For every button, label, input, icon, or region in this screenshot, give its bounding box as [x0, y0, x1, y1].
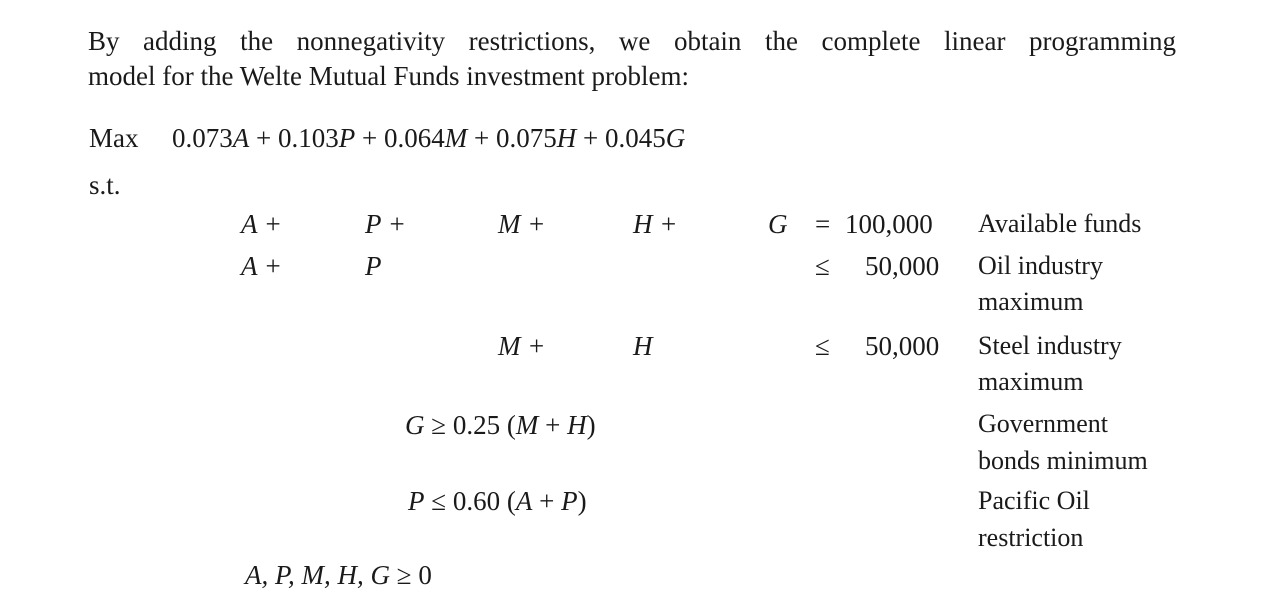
c3-relation: ≤	[815, 331, 830, 361]
c1-term-h: H +	[633, 209, 678, 239]
c4-label-line-1: Government	[978, 409, 1108, 438]
intro-line-1: By adding the nonnegativity restrictions, we obtain the complete linear programming	[88, 26, 1176, 56]
c2-label-line-2: maximum	[978, 287, 1084, 316]
objective-keyword: Max	[89, 123, 139, 153]
c4-label-line-2: bonds minimum	[978, 446, 1148, 475]
c1-term-a: A +	[241, 209, 282, 239]
c2-term-p: P	[365, 251, 382, 281]
c2-relation: ≤	[815, 251, 830, 281]
c1-label: Available funds	[978, 209, 1142, 238]
c4-expression: G ≥ 0.25 (M + H)	[405, 410, 596, 440]
c2-rhs: 50,000	[865, 251, 940, 281]
c3-label-line-2: maximum	[978, 367, 1084, 396]
c2-term-a: A +	[241, 251, 282, 281]
c5-label-line-1: Pacific Oil	[978, 486, 1090, 515]
c3-label-line-1: Steel industry	[978, 331, 1122, 360]
c1-term-g: G	[768, 209, 788, 239]
c5-label-line-2: restriction	[978, 523, 1084, 552]
c3-term-m: M +	[498, 331, 546, 361]
c3-rhs: 50,000	[865, 331, 940, 361]
c1-relation: =	[815, 209, 831, 239]
c1-term-m: M +	[498, 209, 546, 239]
c5-expression: P ≤ 0.60 (A + P)	[408, 486, 587, 516]
intro-line-2: model for the Welte Mutual Funds investment problem:	[88, 61, 689, 91]
c1-rhs: 100,000	[845, 209, 933, 239]
c1-term-p: P +	[365, 209, 406, 239]
nonnegativity-constraint: A, P, M, H, G ≥ 0	[245, 560, 432, 590]
st-label: s.t.	[89, 170, 121, 200]
objective-function: 0.073A + 0.103P + 0.064M + 0.075H + 0.045G	[172, 123, 686, 153]
c2-label-line-1: Oil industry	[978, 251, 1103, 280]
c3-term-h: H	[633, 331, 653, 361]
